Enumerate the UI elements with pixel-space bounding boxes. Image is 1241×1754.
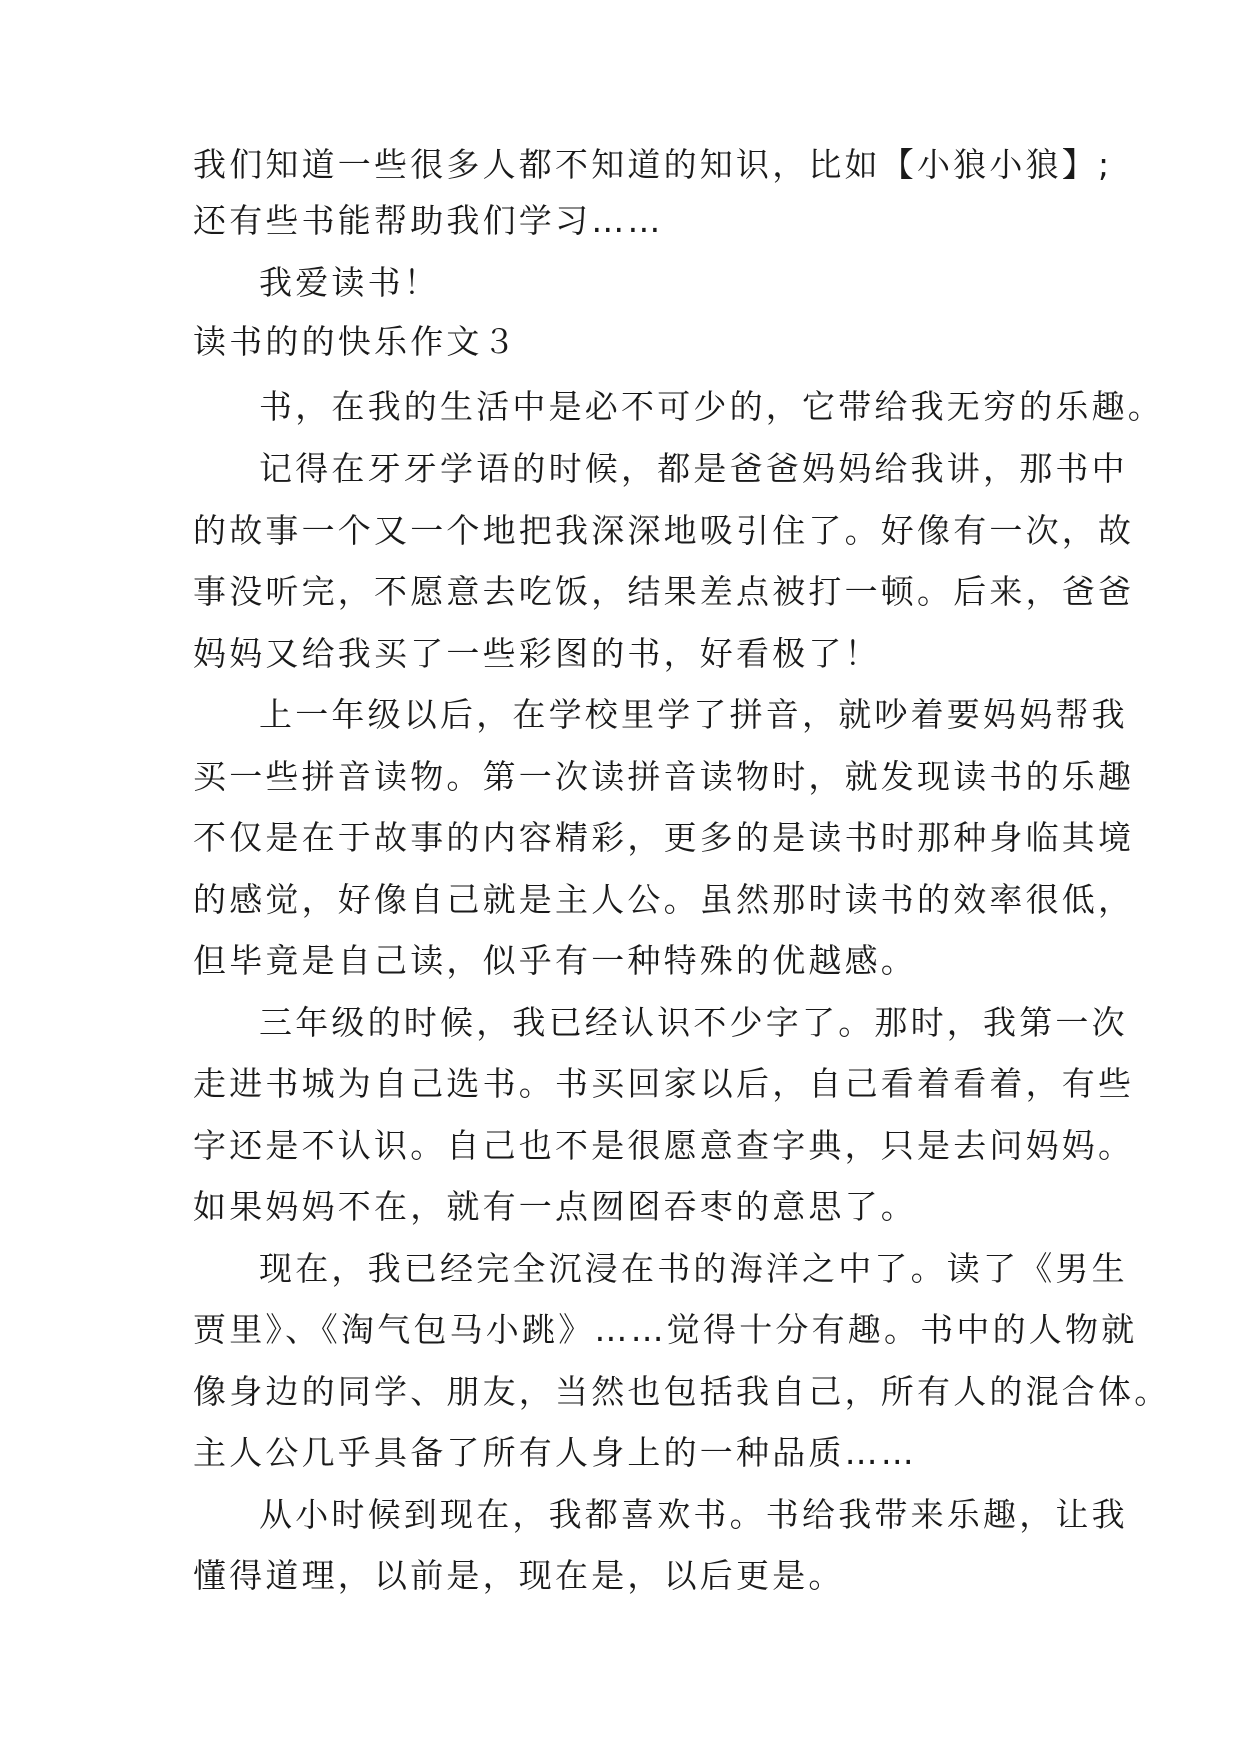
text-line: 三年级的时候，我已经认识不少字了。那时，我第一次 (259, 1003, 1128, 1042)
text-line: 但毕竟是自己读，似乎有一种特殊的优越感。 (193, 941, 917, 980)
text-line: 主人公几乎具备了所有人身上的一种品质…… (193, 1433, 917, 1472)
text-line: 我爱读书！ (259, 263, 440, 302)
text-line: 的故事一个又一个地把我深深地吸引住了。好像有一次，故 (193, 511, 1135, 550)
text-line: 走进书城为自己选书。书买回家以后，自己看着看着，有些 (193, 1064, 1135, 1103)
section-heading: 读书的的快乐作文３ (193, 322, 519, 361)
text-line: 不仅是在于故事的内容精彩，更多的是读书时那种身临其境 (193, 818, 1135, 857)
text-line: 贾里》、《淘气包马小跳》……觉得十分有趣。书中的人物就 (193, 1310, 1138, 1349)
text-line: 的感觉，好像自己就是主人公。虽然那时读书的效率很低， (193, 880, 1135, 919)
text-line: 如果妈妈不在，就有一点囫囵吞枣的意思了。 (193, 1187, 917, 1226)
text-line: 买一些拼音读物。第一次读拼音读物时，就发现读书的乐趣 (193, 757, 1135, 796)
text-line: 我们知道一些很多人都不知道的知识，比如【小狼小狼】; (193, 145, 1113, 184)
text-line: 字还是不认识。自己也不是很愿意查字典，只是去问妈妈。 (193, 1126, 1135, 1165)
text-line: 懂得道理，以前是，现在是，以后更是。 (193, 1556, 845, 1595)
text-line: 妈妈又给我买了一些彩图的书，好看极了！ (193, 634, 881, 673)
text-line: 事没听完，不愿意去吃饭，结果差点被打一顿。后来，爸爸 (193, 572, 1135, 611)
text-line: 现在，我已经完全沉浸在书的海洋之中了。读了《男生 (259, 1249, 1128, 1288)
text-line: 上一年级以后，在学校里学了拼音，就吵着要妈妈帮我 (259, 695, 1128, 734)
text-line: 书，在我的生活中是必不可少的，它带给我无穷的乐趣。 (259, 387, 1164, 426)
text-line: 记得在牙牙学语的时候，都是爸爸妈妈给我讲，那书中 (259, 449, 1128, 488)
text-line: 像身边的同学、朋友，当然也包括我自己，所有人的混合体。 (193, 1372, 1171, 1411)
text-line: 从小时候到现在，我都喜欢书。书给我带来乐趣，让我 (259, 1495, 1128, 1534)
text-line: 还有些书能帮助我们学习…… (193, 201, 664, 240)
